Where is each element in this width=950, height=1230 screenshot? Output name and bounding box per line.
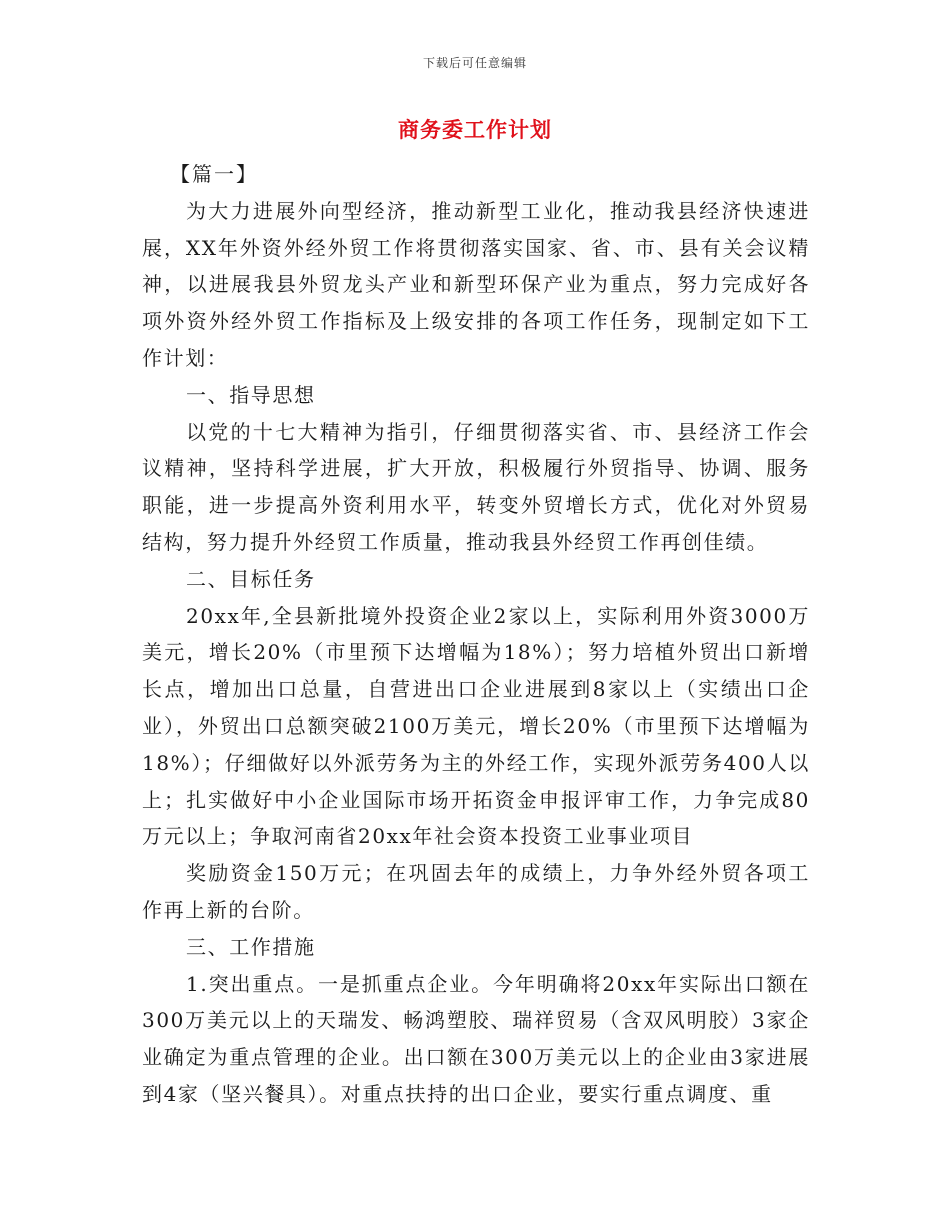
paragraph-targets: 20xx年,全县新批境外投资企业2家以上，实际利用外资3000万美元，增长20%（市里预下达增幅为18%）；努力培植外贸出口新增长点，增加出口总量，自营进出口企业进展到8家以上（实绩出口企业），外贸出口总额突破2100万美元，增长20%（市里预下达增幅为18%）；仔细做好以外派劳务为主的外经工作，实现外派劳务400人以上；扎实做好中小企业国际市场开拓资金申报评审工作，力争完成80万元以上；争取河南省20xx年社会资本投资工业事业项目 <box>142 603 810 849</box>
heading-guiding-ideology: 一、指导思想 <box>186 382 316 407</box>
section-label: 【篇一】 <box>170 162 258 186</box>
document-title: 商务委工作计划 <box>398 117 552 142</box>
document-body <box>142 156 810 1113</box>
heading-targets: 二、目标任务 <box>186 566 316 591</box>
paragraph-measure-1: 1.突出重点。一是抓重点企业。今年明确将20xx年实际出口额在300万美元以上的天瑞发、畅鸿塑胶、瑞祥贸易（含双风明胶）3家企业确定为重点管理的企业。出口额在300万美元以上的企业由3家进展到4家（坚兴餐具）。对重点扶持的出口企业，要实行重点调度、重 <box>142 971 810 1106</box>
paragraph-intro: 为大力进展外向型经济，推动新型工业化，推动我县经济快速进展，XX年外资外经外贸工作将贯彻落实国家、省、市、县有关会议精神，以进展我县外贸龙头产业和新型环保产业为重点，努力完成好各项外资外经外贸工作指标及上级安排的各项工作任务，现制定如下工作计划： <box>142 198 810 370</box>
paragraph-guiding-ideology: 以党的十七大精神为指引，仔细贯彻落实省、市、县经济工作会议精神，坚持科学进展，扩大开放，积极履行外贸指导、协调、服务职能，进一步提高外资利用水平，转变外贸增长方式，优化对外贸易结构，努力提升外经贸工作质量，推动我县外经贸工作再创佳绩。 <box>142 419 810 554</box>
heading-measures: 三、工作措施 <box>186 934 316 959</box>
page-header-note: 下载后可任意编辑 <box>422 56 527 70</box>
paragraph-reward-funds: 奖励资金150万元；在巩固去年的成绩上，力争外经外贸各项工作再上新的台阶。 <box>142 861 810 922</box>
